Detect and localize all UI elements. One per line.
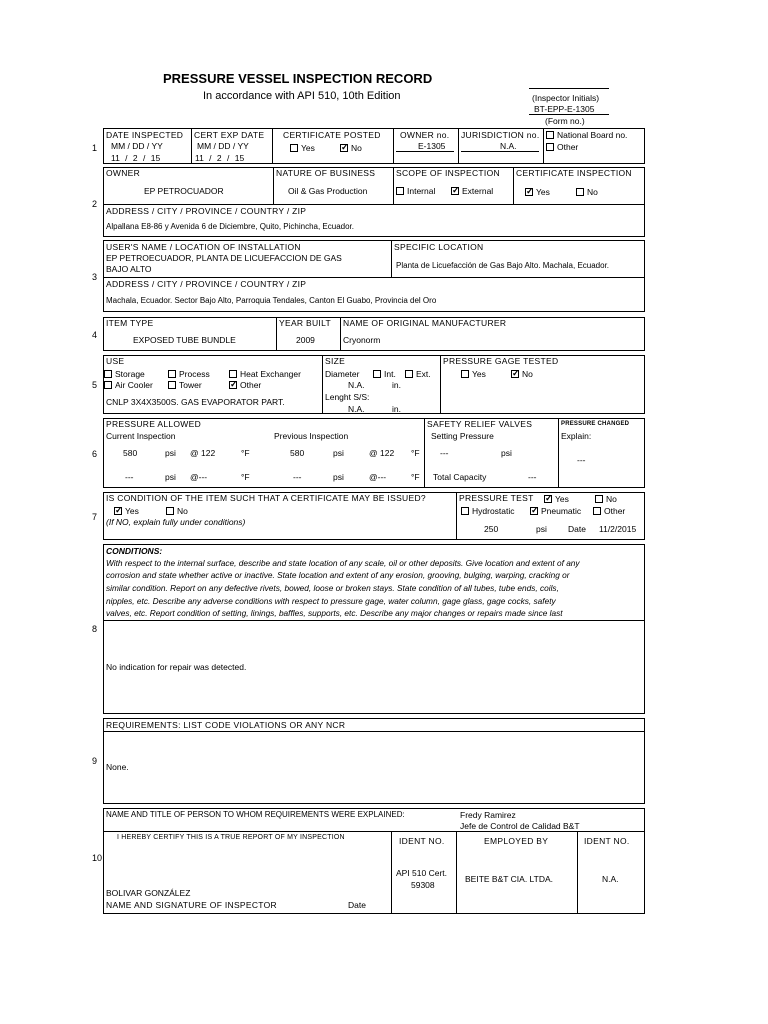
- divider: [340, 317, 341, 351]
- owner-no-value: E-1305: [418, 141, 446, 151]
- divider: [543, 128, 544, 164]
- previous-psi-value: 580: [290, 448, 305, 458]
- test-date-label: Date: [568, 524, 586, 534]
- divider: [276, 317, 277, 351]
- requirements-label: REQUIREMENTS: LIST CODE VIOLATIONS OR ANY NCR: [106, 720, 346, 730]
- checkbox-icon[interactable]: [168, 370, 176, 378]
- national-board-label: National Board no.: [557, 130, 628, 140]
- year-built-value: 2009: [296, 335, 315, 345]
- previous-temp-value: @ 122: [369, 448, 395, 458]
- previous-psi-2-unit: psi: [333, 472, 344, 482]
- tower-label: Tower: [179, 380, 202, 390]
- divider: [103, 204, 645, 205]
- storage-label: Storage: [115, 369, 145, 379]
- use-value: CNLP 3X4X3500S. GAS EVAPORATOR PART.: [106, 397, 285, 407]
- external-label: External: [462, 186, 494, 196]
- previous-psi-unit: psi: [333, 448, 344, 458]
- setting-pressure-label: Setting Pressure: [431, 431, 494, 441]
- checkbox-icon[interactable]: [168, 381, 176, 389]
- current-psi-2-value: ---: [125, 472, 134, 482]
- current-psi-value: 580: [123, 448, 138, 458]
- scope-label: SCOPE OF INSPECTION: [396, 168, 500, 178]
- no-label: No: [522, 369, 533, 379]
- divider: [273, 167, 274, 204]
- test-yes[interactable]: [544, 494, 569, 504]
- divider: [391, 831, 392, 914]
- checkbox-icon[interactable]: [595, 495, 603, 503]
- conditions-instruction-2: corrosion and state whether active or inactive. State location and extent of any erosion, grooving, bulging, warping, cracking or: [106, 570, 570, 580]
- owner-address-label: ADDRESS / CITY / PROVINCE / COUNTRY / ZIP: [106, 206, 307, 216]
- checkbox-icon[interactable]: [104, 370, 112, 378]
- owner-address-value: Alpallana E8-86 y Avenida 6 de Diciembre, Quito, Pichincha, Ecuador.: [106, 222, 354, 231]
- no-label: No: [351, 143, 362, 153]
- checkbox-icon[interactable]: [104, 381, 112, 389]
- yes-label: Yes: [472, 369, 486, 379]
- cert-posted-label: CERTIFICATE POSTED: [283, 130, 381, 140]
- size-int[interactable]: [373, 369, 396, 379]
- conditions-instruction-1: With respect to the internal surface, describe and state location of any scale, oil or other deposits. Give location and extent of any: [106, 558, 580, 568]
- divider: [191, 128, 192, 164]
- user-line-1: EP PETROECUADOR, PLANTA DE LICUEFACCION DE GAS: [106, 253, 342, 263]
- gage-no[interactable]: [511, 369, 533, 379]
- use-storage[interactable]: [104, 369, 145, 379]
- conditions-instruction-5: valves, etc. Report condition of setting, linings, baffles, supports, etc. Describe any major changes or repairs made since last: [106, 608, 563, 618]
- specific-location-value: Planta de Licuefacción de Gas Bajo Alto. Machala, Ecuador.: [396, 261, 610, 270]
- safety-relief-label: SAFETY RELIEF VALVES: [427, 419, 533, 429]
- diameter-label: Diameter: [325, 369, 360, 379]
- other-label: Other: [557, 142, 579, 152]
- checkbox-icon[interactable]: [405, 370, 413, 378]
- ident-no-2-value: N.A.: [602, 874, 619, 884]
- current-inspection-label: Current Inspection: [106, 431, 176, 441]
- manufacturer-value: Cryonorm: [343, 335, 381, 345]
- inspector-name: BOLIVAR GONZÁLEZ: [106, 888, 191, 898]
- heat-exchanger-label: Heat Exchanger: [240, 369, 301, 379]
- no-label: No: [606, 494, 617, 504]
- use-process[interactable]: [168, 369, 210, 379]
- test-no[interactable]: [595, 494, 617, 504]
- divider: [322, 355, 323, 414]
- length-unit: in.: [392, 404, 401, 414]
- divider: [103, 831, 645, 832]
- cert-posted-yes[interactable]: [290, 143, 315, 153]
- cert-insp-no[interactable]: [576, 187, 598, 197]
- conditions-label: CONDITIONS:: [106, 546, 163, 556]
- conditions-instruction-3: similar condition. Report on any defective rivets, bowed, loose or broken stays. State condition of all tubes, tube ends, coils,: [106, 583, 559, 593]
- diameter-value: N.A.: [348, 380, 365, 390]
- current-temp-2-unit: °F: [241, 472, 250, 482]
- pressure-test-label: PRESSURE TEST: [459, 493, 534, 503]
- previous-temp-2-unit: °F: [411, 472, 420, 482]
- internal-label: Internal: [407, 186, 436, 196]
- row-number-5: 5: [92, 380, 98, 390]
- test-date-value: 11/2/2015: [599, 524, 637, 534]
- cert-exp-value: 11 / 2 / 15: [195, 153, 245, 163]
- manufacturer-label: NAME OF ORIGINAL MANUFACTURER: [343, 318, 507, 328]
- signature-date-label: Date: [348, 900, 366, 910]
- checkbox-icon[interactable]: [461, 507, 469, 515]
- other-label: Other: [240, 380, 262, 390]
- divider: [440, 355, 441, 414]
- checkbox-icon[interactable]: [229, 370, 237, 378]
- row-number-2: 2: [92, 199, 98, 209]
- item-type-value: EXPOSED TUBE BUNDLE: [133, 335, 236, 345]
- current-psi-unit: psi: [165, 448, 176, 458]
- owner-no-label: OWNER no.: [400, 130, 450, 140]
- divider: [393, 128, 394, 164]
- checkbox-checked-icon[interactable]: [340, 144, 348, 152]
- cert-insp-yes[interactable]: [525, 187, 550, 197]
- no-label: No: [587, 187, 598, 197]
- use-air-cooler[interactable]: [104, 380, 153, 390]
- certify-statement: I HEREBY CERTIFY THIS IS A TRUE REPORT OF MY INSPECTION: [117, 834, 345, 841]
- explain-value: ---: [577, 455, 586, 465]
- current-psi-2-unit: psi: [165, 472, 176, 482]
- owner-value: EP PETROCUADOR: [144, 186, 224, 196]
- row-number-7: 7: [92, 512, 98, 522]
- inspector-initials-label: (Inspector Initials): [532, 93, 600, 103]
- explain-label: Explain:: [561, 431, 592, 441]
- nature-label: NATURE OF BUSINESS: [276, 168, 376, 178]
- row-number-8: 8: [92, 624, 98, 634]
- national-board-option[interactable]: [546, 130, 627, 140]
- underline: [461, 151, 539, 152]
- other-label: Other: [604, 506, 626, 516]
- checkbox-icon[interactable]: [290, 144, 298, 152]
- divider: [513, 167, 514, 204]
- form-title: PRESSURE VESSEL INSPECTION RECORD: [163, 71, 433, 86]
- row-number-6: 6: [92, 449, 98, 459]
- checkbox-checked-icon[interactable]: [530, 507, 538, 515]
- date-inspected-label: DATE INSPECTED: [106, 130, 184, 140]
- pressure-changed-label: PRESSURE CHANGED: [561, 421, 630, 427]
- scope-internal[interactable]: [396, 186, 435, 196]
- owner-label: OWNER: [106, 168, 141, 178]
- gage-tested-label: PRESSURE GAGE TESTED: [443, 356, 559, 366]
- current-temp-2-value: @---: [190, 472, 208, 482]
- cert-exp-label: CERT EXP DATE: [194, 130, 265, 140]
- current-temp-value: @ 122: [190, 448, 216, 458]
- divider: [424, 418, 425, 488]
- divider: [456, 831, 457, 914]
- use-heat-exchanger[interactable]: [229, 369, 301, 379]
- nature-value: Oil & Gas Production: [288, 186, 368, 196]
- test-other[interactable]: [593, 506, 625, 516]
- checkbox-icon[interactable]: [593, 507, 601, 515]
- divider: [272, 128, 273, 164]
- previous-temp-unit: °F: [411, 448, 420, 458]
- divider: [558, 418, 559, 488]
- process-label: Process: [179, 369, 210, 379]
- user-address-value: Machala, Ecuador. Sector Bajo Alto, Parroquia Tendales, Canton El Guabo, Provincia del Oro: [106, 296, 437, 305]
- signature-label: NAME AND SIGNATURE OF INSPECTOR: [106, 900, 277, 910]
- specific-location-label: SPECIFIC LOCATION: [394, 242, 484, 252]
- explained-label: NAME AND TITLE OF PERSON TO WHOM REQUIREMENTS WERE EXPLAINED:: [106, 810, 405, 819]
- conditions-instruction-4: nipples, etc. Describe any adverse conditions with respect to pressure gage, water column, gage glass, gage cocks, safety: [106, 596, 556, 606]
- condition-yes[interactable]: [114, 506, 139, 516]
- date-format: MM / DD / YY: [111, 141, 163, 151]
- explained-name: Fredy Ramirez: [460, 810, 516, 820]
- divider: [103, 277, 645, 278]
- checkbox-icon[interactable]: [166, 507, 174, 515]
- no-label: No: [177, 506, 188, 516]
- ext-label: Ext.: [416, 369, 431, 379]
- total-capacity-label: Total Capacity: [433, 472, 487, 482]
- checkbox-checked-icon[interactable]: [511, 370, 519, 378]
- gage-yes[interactable]: [461, 369, 486, 379]
- divider: [458, 128, 459, 164]
- checkbox-checked-icon[interactable]: [451, 187, 459, 195]
- date-inspected-value: 11 / 2 / 15: [111, 153, 161, 163]
- use-label: USE: [106, 356, 125, 366]
- test-pneumatic[interactable]: [530, 506, 581, 516]
- explained-title: Jefe de Control de Calidad B&T: [460, 821, 580, 831]
- checkbox-icon[interactable]: [373, 370, 381, 378]
- checkbox-icon[interactable]: [396, 187, 404, 195]
- divider: [393, 167, 394, 204]
- row-number-4: 4: [92, 330, 98, 340]
- employed-by-label: EMPLOYED BY: [484, 836, 549, 846]
- row-number-3: 3: [92, 272, 98, 282]
- yes-label: Yes: [301, 143, 315, 153]
- divider: [456, 492, 457, 540]
- current-temp-unit: °F: [241, 448, 250, 458]
- use-other[interactable]: [229, 380, 261, 390]
- air-cooler-label: Air Cooler: [115, 380, 153, 390]
- divider: [577, 831, 578, 914]
- form-code-line: [529, 114, 609, 115]
- if-no-note: (If NO, explain fully under conditions): [106, 517, 246, 527]
- checkbox-icon[interactable]: [461, 370, 469, 378]
- test-psi-unit: psi: [536, 524, 547, 534]
- cert-posted-no[interactable]: [340, 143, 362, 153]
- test-hydrostatic[interactable]: [461, 506, 515, 516]
- checkbox-icon[interactable]: [546, 131, 554, 139]
- form-code: BT-EPP-E-1305: [534, 104, 595, 114]
- jurisdiction-label: JURISDICTION no.: [461, 130, 540, 140]
- hydrostatic-label: Hydrostatic: [472, 506, 515, 516]
- size-ext[interactable]: [405, 369, 431, 379]
- ident-no-2-label: IDENT NO.: [584, 836, 630, 846]
- setting-pressure-value: ---: [440, 448, 449, 458]
- conditions-finding: No indication for repair was detected.: [106, 662, 247, 672]
- underline: [396, 151, 454, 152]
- form-subtitle: In accordance with API 510, 10th Edition: [203, 90, 401, 102]
- int-label: Int.: [384, 369, 396, 379]
- yes-label: Yes: [536, 187, 550, 197]
- user-line-2: BAJO ALTO: [106, 264, 152, 274]
- test-psi-value: 250: [484, 524, 499, 534]
- previous-inspection-label: Previous Inspection: [274, 431, 349, 441]
- jurisdiction-value: N.A.: [500, 141, 517, 151]
- use-tower[interactable]: [168, 380, 202, 390]
- cert-exp-format: MM / DD / YY: [197, 141, 249, 151]
- other-option[interactable]: [546, 142, 578, 152]
- previous-psi-2-value: ---: [293, 472, 302, 482]
- requirements-value: None.: [106, 762, 129, 772]
- ident-no-label: IDENT NO.: [399, 836, 445, 846]
- length-value: N.A.: [348, 404, 365, 414]
- diameter-unit: in.: [392, 380, 401, 390]
- condition-no[interactable]: [166, 506, 188, 516]
- user-address-label: ADDRESS / CITY / PROVINCE / COUNTRY / ZIP: [106, 279, 307, 289]
- size-label: SIZE: [325, 356, 346, 366]
- year-built-label: YEAR BUILT: [279, 318, 331, 328]
- ident-line-1: API 510 Cert.: [396, 868, 448, 878]
- checkbox-icon[interactable]: [576, 188, 584, 196]
- divider: [103, 620, 645, 621]
- length-label: Lenght S/S:: [325, 392, 370, 402]
- total-capacity-value: ---: [528, 472, 537, 482]
- user-label: USER'S NAME / LOCATION OF INSTALLATION: [106, 242, 301, 252]
- checkbox-checked-icon[interactable]: [525, 188, 533, 196]
- scope-external[interactable]: [451, 186, 493, 196]
- checkbox-checked-icon[interactable]: [544, 495, 552, 503]
- employed-by-value: BEITE B&T CIA. LTDA.: [465, 874, 554, 884]
- row-number-10: 10: [92, 853, 103, 863]
- row-number-1: 1: [92, 143, 98, 153]
- row-number-9: 9: [92, 756, 98, 766]
- ident-line-2: 59308: [411, 880, 435, 890]
- pneumatic-label: Pneumatic: [541, 506, 582, 516]
- divider: [391, 240, 392, 277]
- divider: [103, 731, 645, 732]
- setting-pressure-unit: psi: [501, 448, 512, 458]
- checkbox-checked-icon[interactable]: [114, 507, 122, 515]
- checkbox-checked-icon[interactable]: [229, 381, 237, 389]
- yes-label: Yes: [125, 506, 139, 516]
- cert-inspection-label: CERTIFICATE INSPECTION: [516, 168, 632, 178]
- previous-temp-2-value: @---: [369, 472, 387, 482]
- condition-question: IS CONDITION OF THE ITEM SUCH THAT A CERTIFICATE MAY BE ISSUED?: [106, 493, 426, 503]
- initials-line: [529, 88, 609, 89]
- checkbox-icon[interactable]: [546, 143, 554, 151]
- form-no-label: (Form no.): [545, 116, 585, 126]
- yes-label: Yes: [555, 494, 569, 504]
- pressure-allowed-label: PRESSURE ALLOWED: [106, 419, 202, 429]
- item-type-label: ITEM TYPE: [106, 318, 154, 328]
